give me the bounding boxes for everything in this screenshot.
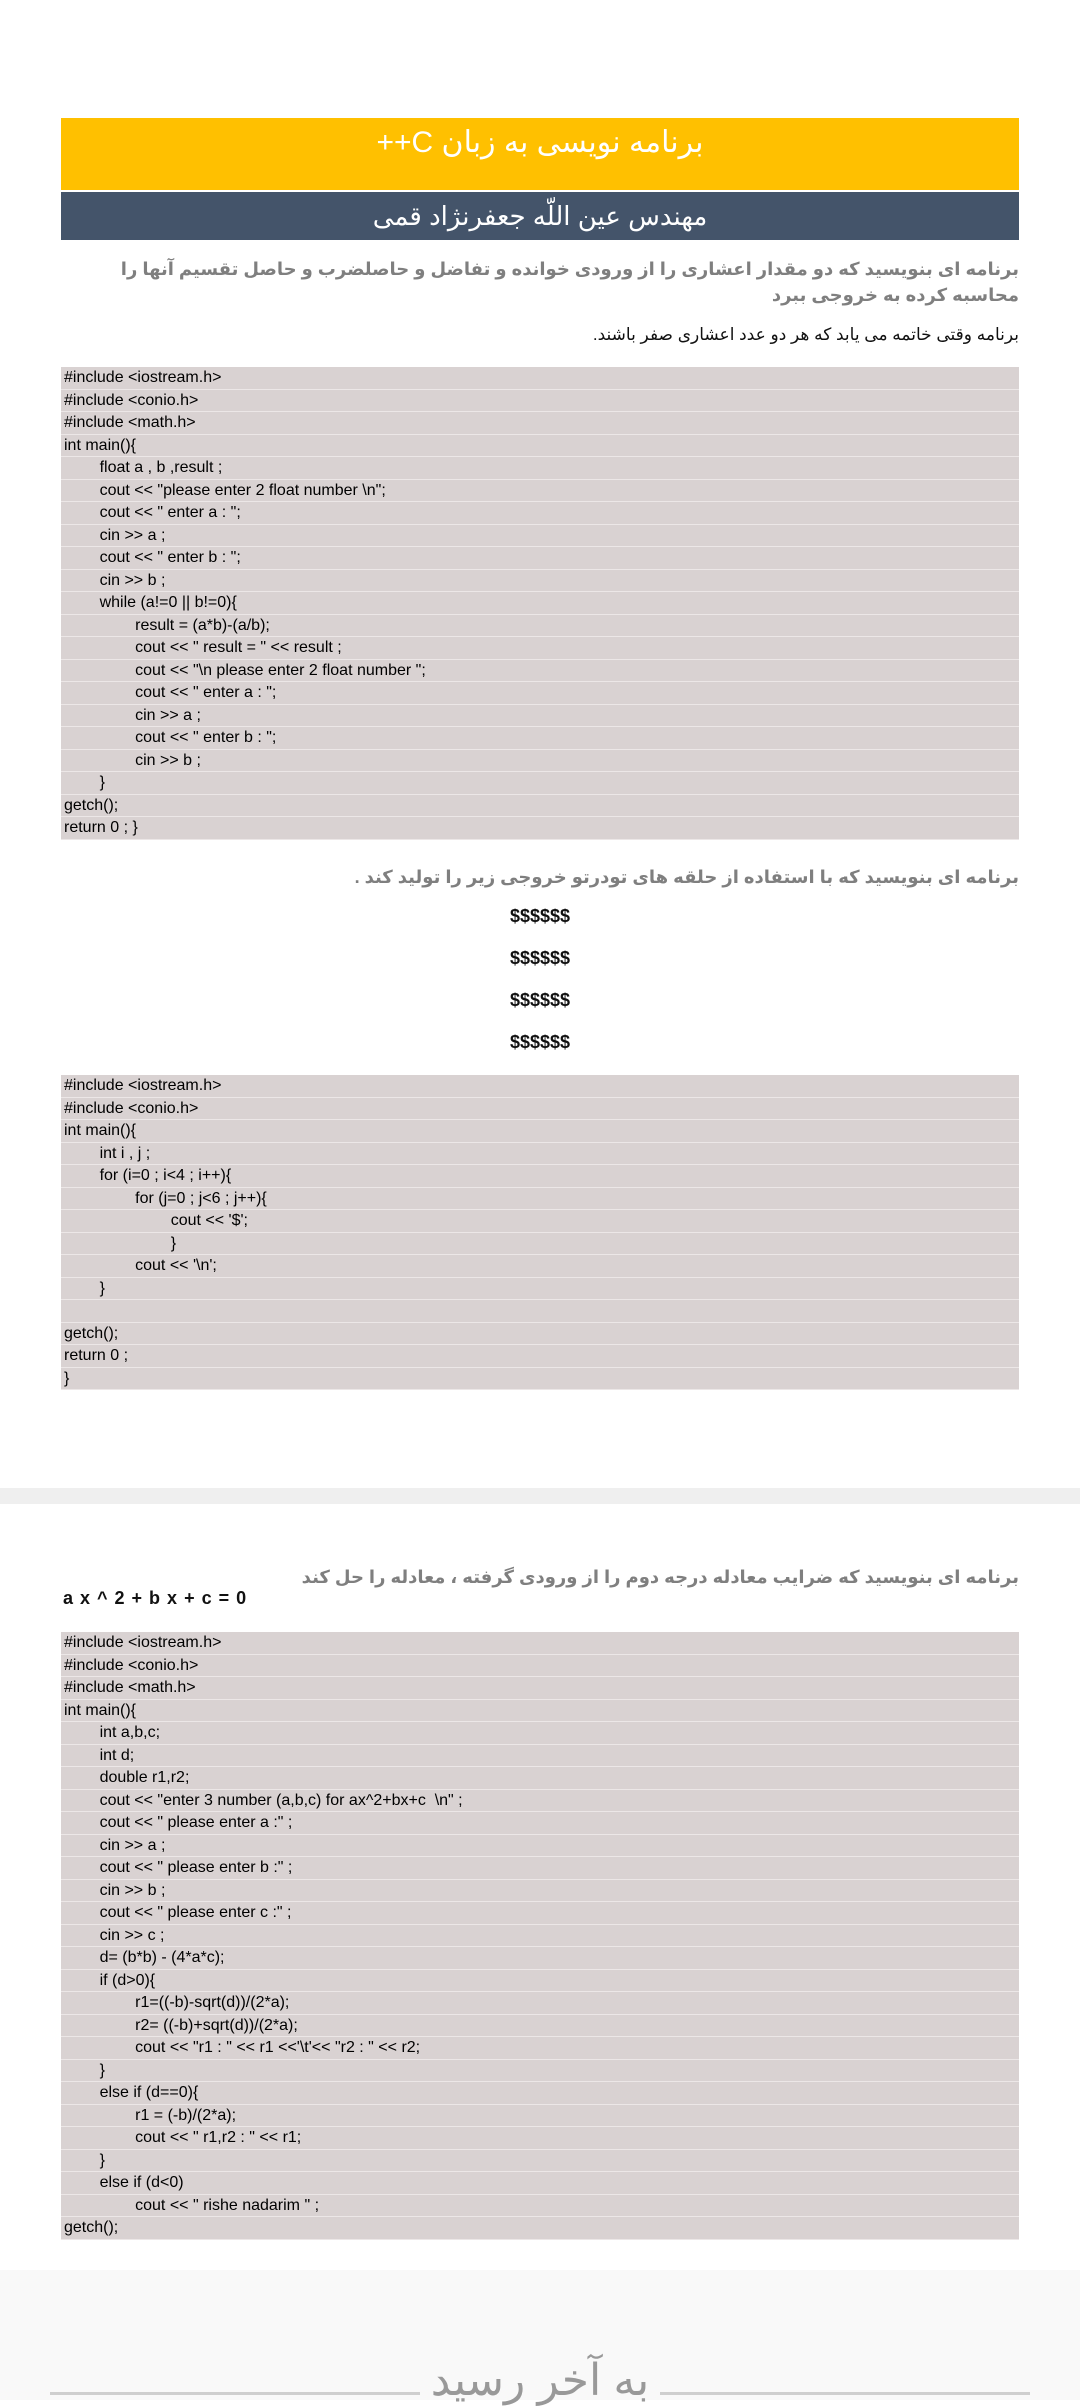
code-line: }	[61, 2060, 1019, 2083]
code-line: cout << '\n';	[61, 1255, 1019, 1278]
code-line: }	[61, 1278, 1019, 1301]
document-page-2	[0, 1504, 1080, 2400]
code-line: cin >> a ;	[61, 1835, 1019, 1858]
code-line: getch();	[61, 1323, 1019, 1346]
code-line: #include <conio.h>	[61, 1655, 1019, 1678]
code-line	[61, 1300, 1019, 1323]
code-line: cout << "\n please enter 2 float number ";	[61, 660, 1019, 683]
code-line: #include <math.h>	[61, 1677, 1019, 1700]
output-line: $$$$$$	[509, 948, 571, 968]
code-line: cin >> b ;	[61, 1880, 1019, 1903]
code-line: cout << " please enter a :" ;	[61, 1812, 1019, 1835]
task-1-note: برنامه وقتی خاتمه می یابد که هر دو عدد اعشاری صفر باشند.	[592, 325, 1019, 344]
code-line: #include <iostream.h>	[61, 367, 1019, 390]
code-line: int a,b,c;	[61, 1722, 1019, 1745]
code-line: #include <conio.h>	[61, 1098, 1019, 1121]
output-line: $$$$$$	[509, 906, 571, 926]
code-line: d= (b*b) - (4*a*c);	[61, 1947, 1019, 1970]
code-line: cin >> a ;	[61, 525, 1019, 548]
code-line: cout << '$';	[61, 1210, 1019, 1233]
code-line: else if (d==0){	[61, 2082, 1019, 2105]
code-line: #include <iostream.h>	[61, 1075, 1019, 1098]
code-line: int main(){	[61, 435, 1019, 458]
code-line: return 0 ;	[61, 1345, 1019, 1368]
code-line: int d;	[61, 1745, 1019, 1768]
code-line: }	[61, 2150, 1019, 2173]
code-line: else if (d<0)	[61, 2172, 1019, 2195]
code-line: cout << "r1 : " << r1 <<'\t'<< "r2 : " << r2;	[61, 2037, 1019, 2060]
code-line: cin >> c ;	[61, 1925, 1019, 1948]
code-line: r1 = (-b)/(2*a);	[61, 2105, 1019, 2128]
code-line: }	[61, 1368, 1019, 1391]
code-line: float a , b ,result ;	[61, 457, 1019, 480]
code-line: cout << " enter b : ";	[61, 547, 1019, 570]
code-line: #include <math.h>	[61, 412, 1019, 435]
code-line: cin >> b ;	[61, 750, 1019, 773]
code-line: cout << " result = " << result ;	[61, 637, 1019, 660]
code-line: for (i=0 ; i<4 ; i++){	[61, 1165, 1019, 1188]
code-line: r2= ((-b)+sqrt(d))/(2*a);	[61, 2015, 1019, 2038]
code-line: int main(){	[61, 1120, 1019, 1143]
author-banner	[61, 192, 1019, 240]
document-title: برنامه نویسی به زبان C++	[376, 126, 704, 159]
page-separator	[0, 1488, 1080, 1504]
task-2-text: برنامه ای بنویسید که با استفاده از حلقه های تودرتو خروجی زیر را تولید کند .	[354, 867, 1019, 887]
code-line: cout << "enter 3 number (a,b,c) for ax^2+bx+c \n" ;	[61, 1790, 1019, 1813]
code-line: cin >> a ;	[61, 705, 1019, 728]
code-line: }	[61, 772, 1019, 795]
code-line: cout << "please enter 2 float number \n";	[61, 480, 1019, 503]
code-line: #include <iostream.h>	[61, 1632, 1019, 1655]
code-line: double r1,r2;	[61, 1767, 1019, 1790]
code-line: cin >> b ;	[61, 570, 1019, 593]
quadratic-formula: a x ^ 2 + b x + c = 0	[63, 1588, 248, 1608]
output-line: $$$$$$	[509, 1032, 571, 1052]
code-line: if (d>0){	[61, 1970, 1019, 1993]
code-line: cout << " rishe nadarim " ;	[61, 2195, 1019, 2218]
output-line: $$$$$$	[509, 990, 571, 1010]
code-line: cout << " r1,r2 : " << r1;	[61, 2127, 1019, 2150]
code-line: cout << " enter a : ";	[61, 502, 1019, 525]
code-line: result = (a*b)-(a/b);	[61, 615, 1019, 638]
code-line: #include <conio.h>	[61, 390, 1019, 413]
code-line: }	[61, 1233, 1019, 1256]
code-block-1	[61, 367, 1019, 840]
code-line: while (a!=0 || b!=0){	[61, 592, 1019, 615]
code-line: int i , j ;	[61, 1143, 1019, 1166]
code-line: cout << " please enter c :" ;	[61, 1902, 1019, 1925]
footer-text: به آخر رسید	[430, 2356, 650, 2405]
code-line: int main(){	[61, 1700, 1019, 1723]
code-line: cout << " enter a : ";	[61, 682, 1019, 705]
code-line: getch();	[61, 795, 1019, 818]
code-line: cout << " enter b : ";	[61, 727, 1019, 750]
author-name: مهندس عین اللّه جعفرنژاد قمی	[372, 201, 708, 231]
code-line: return 0 ; }	[61, 817, 1019, 840]
task-1-text: برنامه ای بنویسید که دو مقدار اعشاری را از ورودی خوانده و تفاضل و حاصلضرب و حاصل تقسیم آنها را محاسبه کرده به خروجی ببرد	[120, 259, 1019, 305]
code-line: getch();	[61, 2217, 1019, 2240]
code-block-3	[61, 1632, 1019, 2240]
task-3-text: برنامه ای بنویسید که ضرایب معادله درجه دوم را از ورودی گرفته ، معادله را حل کند	[301, 1567, 1019, 1587]
title-banner	[61, 118, 1019, 190]
code-line: for (j=0 ; j<6 ; j++){	[61, 1188, 1019, 1211]
code-block-2	[61, 1075, 1019, 1390]
code-line: cout << " please enter b :" ;	[61, 1857, 1019, 1880]
code-line: r1=((-b)-sqrt(d))/(2*a);	[61, 1992, 1019, 2015]
